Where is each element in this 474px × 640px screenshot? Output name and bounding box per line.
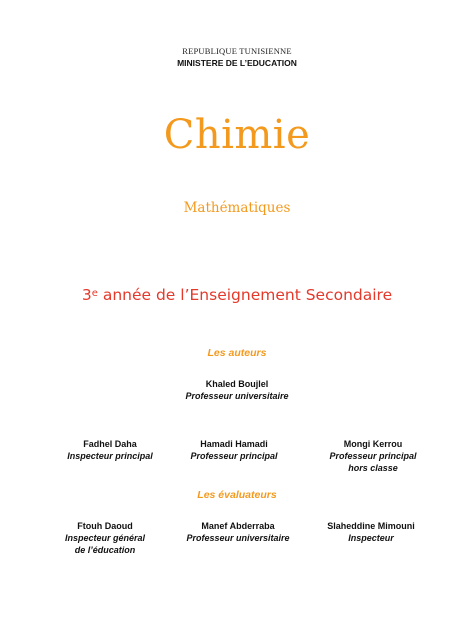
author-3 — [293, 438, 453, 474]
author-name: Hamadi Hamadi — [200, 439, 268, 449]
book-title: Chimie — [163, 112, 311, 158]
author-name: Fadhel Daha — [83, 439, 137, 449]
author-role: Professeur universitaire — [185, 391, 289, 401]
level-number: 3 — [81, 286, 92, 304]
evaluator-role-line-2: de l’éducation — [74, 545, 136, 555]
evaluator-role: Inspecteur — [348, 533, 394, 543]
ministry-label: MINISTERE DE L’EDUCATION — [177, 58, 297, 68]
evaluator-3 — [291, 520, 451, 544]
evaluators-heading: Les évaluateurs — [197, 489, 277, 501]
level-superscript: e — [91, 288, 98, 299]
author-role: Professeur principal — [190, 451, 278, 461]
book-subtitle: Mathématiques — [183, 200, 291, 216]
republic-label: REPUBLIQUE TUNISIENNE — [182, 46, 292, 56]
author-2 — [154, 438, 314, 462]
author-role: Inspecteur principal — [67, 451, 153, 461]
level-text: année de l’Enseignement Secondaire — [97, 286, 393, 304]
evaluator-role: Professeur universitaire — [186, 533, 290, 543]
author-name: Mongi Kerrou — [343, 439, 403, 449]
authors-heading: Les auteurs — [207, 347, 267, 359]
evaluator-name: Slaheddine Mimouni — [327, 521, 415, 531]
school-level — [0, 286, 474, 304]
author-role-line-2: hors classe — [348, 463, 398, 473]
evaluator-role-line-1: Inspecteur général — [64, 533, 146, 543]
author-name: Khaled Boujlel — [205, 379, 269, 389]
lead-author — [157, 378, 317, 402]
evaluator-name: Manef Abderraba — [201, 521, 275, 531]
evaluator-name: Ftouh Daoud — [77, 521, 133, 531]
author-role-line-1: Professeur principal — [329, 451, 417, 461]
